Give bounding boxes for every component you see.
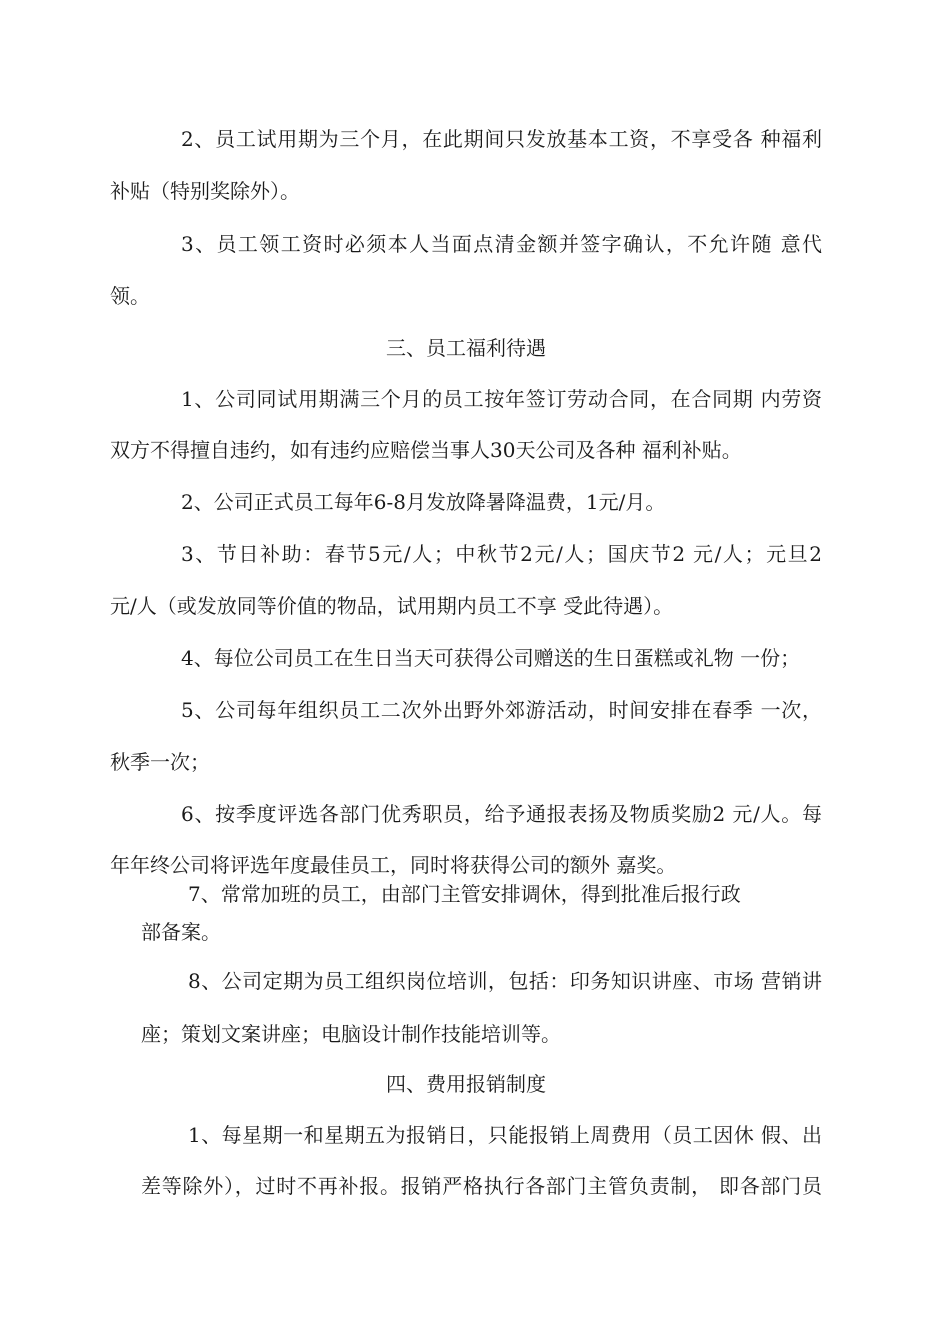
section-heading: 四、费用报销制度 [386, 1072, 546, 1096]
paragraph-line: 领。 [110, 284, 150, 308]
paragraph-line: 8、公司定期为员工组织岗位培训，包括：印务知识讲座、市场 营销讲 [188, 969, 822, 993]
paragraph-line: 2、员工试用期为三个月，在此期间只发放基本工资，不享受各 种福利 [181, 127, 822, 151]
paragraph-line: 1、公司同试用期满三个月的员工按年签订劳动合同，在合同期 内劳资 [181, 387, 822, 411]
paragraph-line: 座；策划文案讲座；电脑设计制作技能培训等。 [141, 1022, 561, 1046]
paragraph-line: 6、按季度评选各部门优秀职员，给予通报表扬及物质奖励2 元/人。每 [181, 802, 822, 826]
paragraph-line: 部备案。 [141, 920, 221, 944]
paragraph-line: 年年终公司将评选年度最佳员工，同时将获得公司的额外 嘉奖。 [110, 853, 677, 877]
paragraph-line: 7、常常加班的员工，由部门主管安排调休，得到批准后报行政 [188, 882, 741, 906]
paragraph-line: 补贴（特别奖除外）。 [110, 179, 300, 203]
paragraph-line: 秋季一次； [110, 750, 210, 774]
paragraph-line: 3、节日补助：春节5元/人；中秋节2元/人；国庆节2 元/人；元旦2 [181, 542, 822, 566]
paragraph-line: 4、每位公司员工在生日当天可获得公司赠送的生日蛋糕或礼物 一份； [181, 646, 801, 670]
paragraph-line: 差等除外），过时不再补报。报销严格执行各部门主管负责制， 即各部门员 [141, 1174, 822, 1198]
paragraph-line: 双方不得擅自违约，如有违约应赔偿当事人30天公司及各种 福利补贴。 [110, 438, 742, 462]
paragraph-line: 5、公司每年组织员工二次外出野外郊游活动，时间安排在春季 一次， [181, 698, 822, 722]
paragraph-line: 3、员工领工资时必须本人当面点清金额并签字确认，不允许随 意代 [181, 232, 822, 256]
paragraph-line: 2、公司正式员工每年6-8月发放降暑降温费，1元/月。 [181, 490, 666, 514]
paragraph-line: 1、每星期一和星期五为报销日，只能报销上周费用（员工因休 假、出 [188, 1123, 822, 1147]
section-heading: 三、员工福利待遇 [386, 336, 546, 360]
paragraph-line: 元/人（或发放同等价值的物品，试用期内员工不享 受此待遇）。 [110, 594, 674, 618]
